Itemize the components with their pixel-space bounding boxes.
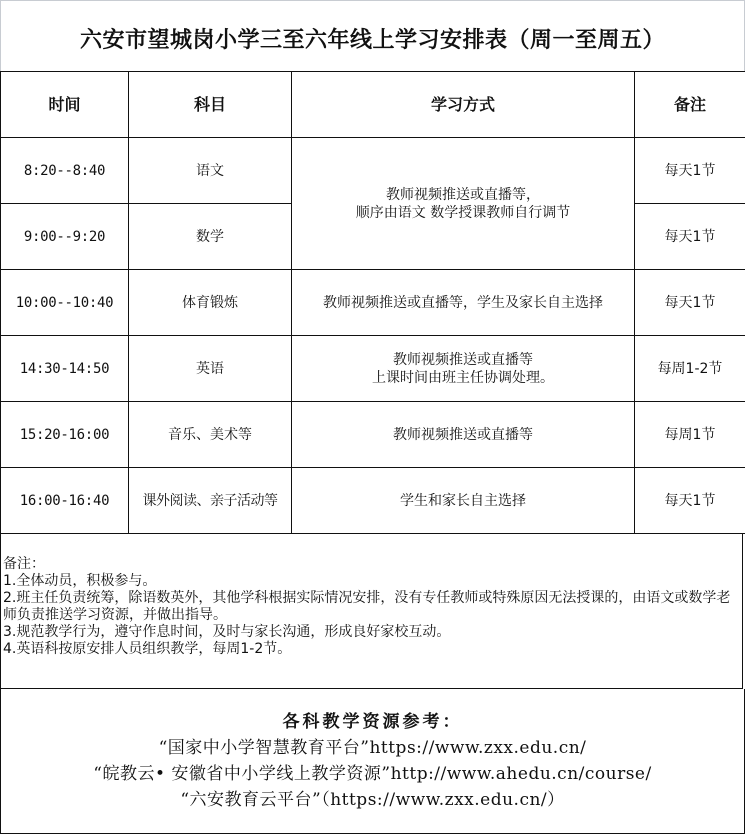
method-cell	[292, 270, 635, 336]
table-row	[1, 336, 745, 402]
header-method: 学习方式	[292, 72, 635, 138]
method-line: 学生和家长自主选择	[400, 492, 526, 509]
method-line: 教师视频推送或直播等	[393, 426, 533, 443]
note-item: 1.全体动员，积极参与。	[3, 573, 157, 589]
resources-heading: 各科教学资源参考：	[282, 712, 463, 732]
time-cell: 16:00-16:40	[1, 468, 129, 534]
resource-line: “六安教育云平台”（https://www.zxx.edu.cn/）	[180, 790, 565, 810]
time-cell: 9:00--9:20	[1, 204, 129, 270]
time-cell: 10:00--10:40	[1, 270, 129, 336]
table-row	[1, 270, 745, 336]
method-line: 教师视频推送或直播等，	[386, 186, 540, 203]
note-cell: 每周1-2节	[635, 336, 745, 402]
note-item: 2.班主任负责统筹，除语数英外，其他学科根据实际情况安排，没有专任教师或特殊原因无法授课的，由语文或数学老师负责推送学习资源，并做出指导。	[3, 590, 731, 623]
subject-cell: 数学	[129, 204, 292, 270]
table-header-row	[1, 72, 745, 138]
time-cell: 15:20-16:00	[1, 402, 129, 468]
notes-section	[0, 534, 743, 689]
subject-cell: 音乐、美术等	[129, 402, 292, 468]
method-line: 顺序由语文 数学授课教师自行调节	[355, 204, 571, 221]
note-cell: 每天1节	[635, 204, 745, 270]
note-cell: 每天1节	[635, 270, 745, 336]
title-box	[0, 0, 745, 72]
method-line: 教师视频推送或直播等，学生及家长自主选择	[323, 294, 603, 311]
subject-cell: 课外阅读、亲子活动等	[129, 468, 292, 534]
note-item: 4.英语科按原安排人员组织教学，每周1-2节。	[3, 641, 292, 657]
notes-heading: 备注：	[3, 556, 45, 572]
schedule-table	[0, 71, 745, 534]
resource-line: “国家中小学智慧教育平台”https://www.zxx.edu.cn/	[158, 738, 587, 758]
method-cell	[292, 138, 635, 270]
header-subject: 科目	[129, 72, 292, 138]
method-line: 上课时间由班主任协调处理。	[372, 369, 554, 386]
note-cell: 每天1节	[635, 468, 745, 534]
subject-cell: 英语	[129, 336, 292, 402]
note-item: 3.规范教学行为，遵守作息时间，及时与家长沟通，形成良好家校互动。	[3, 624, 451, 640]
page-title: 六安市望城岗小学三至六年线上学习安排表（周一至周五）	[79, 27, 665, 53]
method-cell	[292, 468, 635, 534]
time-cell: 8:20--8:40	[1, 138, 129, 204]
table-row	[1, 138, 745, 204]
note-cell: 每天1节	[635, 138, 745, 204]
resource-line: “皖教云• 安徽省中小学线上教学资源”http://www.ahedu.cn/course/	[93, 764, 652, 784]
subject-cell: 体育锻炼	[129, 270, 292, 336]
method-cell	[292, 336, 635, 402]
table-row	[1, 402, 745, 468]
header-time: 时间	[1, 72, 129, 138]
table-row	[1, 468, 745, 534]
resources-section	[0, 689, 745, 834]
method-cell	[292, 402, 635, 468]
note-cell: 每周1节	[635, 402, 745, 468]
time-cell: 14:30-14:50	[1, 336, 129, 402]
header-note: 备注	[635, 72, 745, 138]
subject-cell: 语文	[129, 138, 292, 204]
method-line: 教师视频推送或直播等	[393, 351, 533, 368]
